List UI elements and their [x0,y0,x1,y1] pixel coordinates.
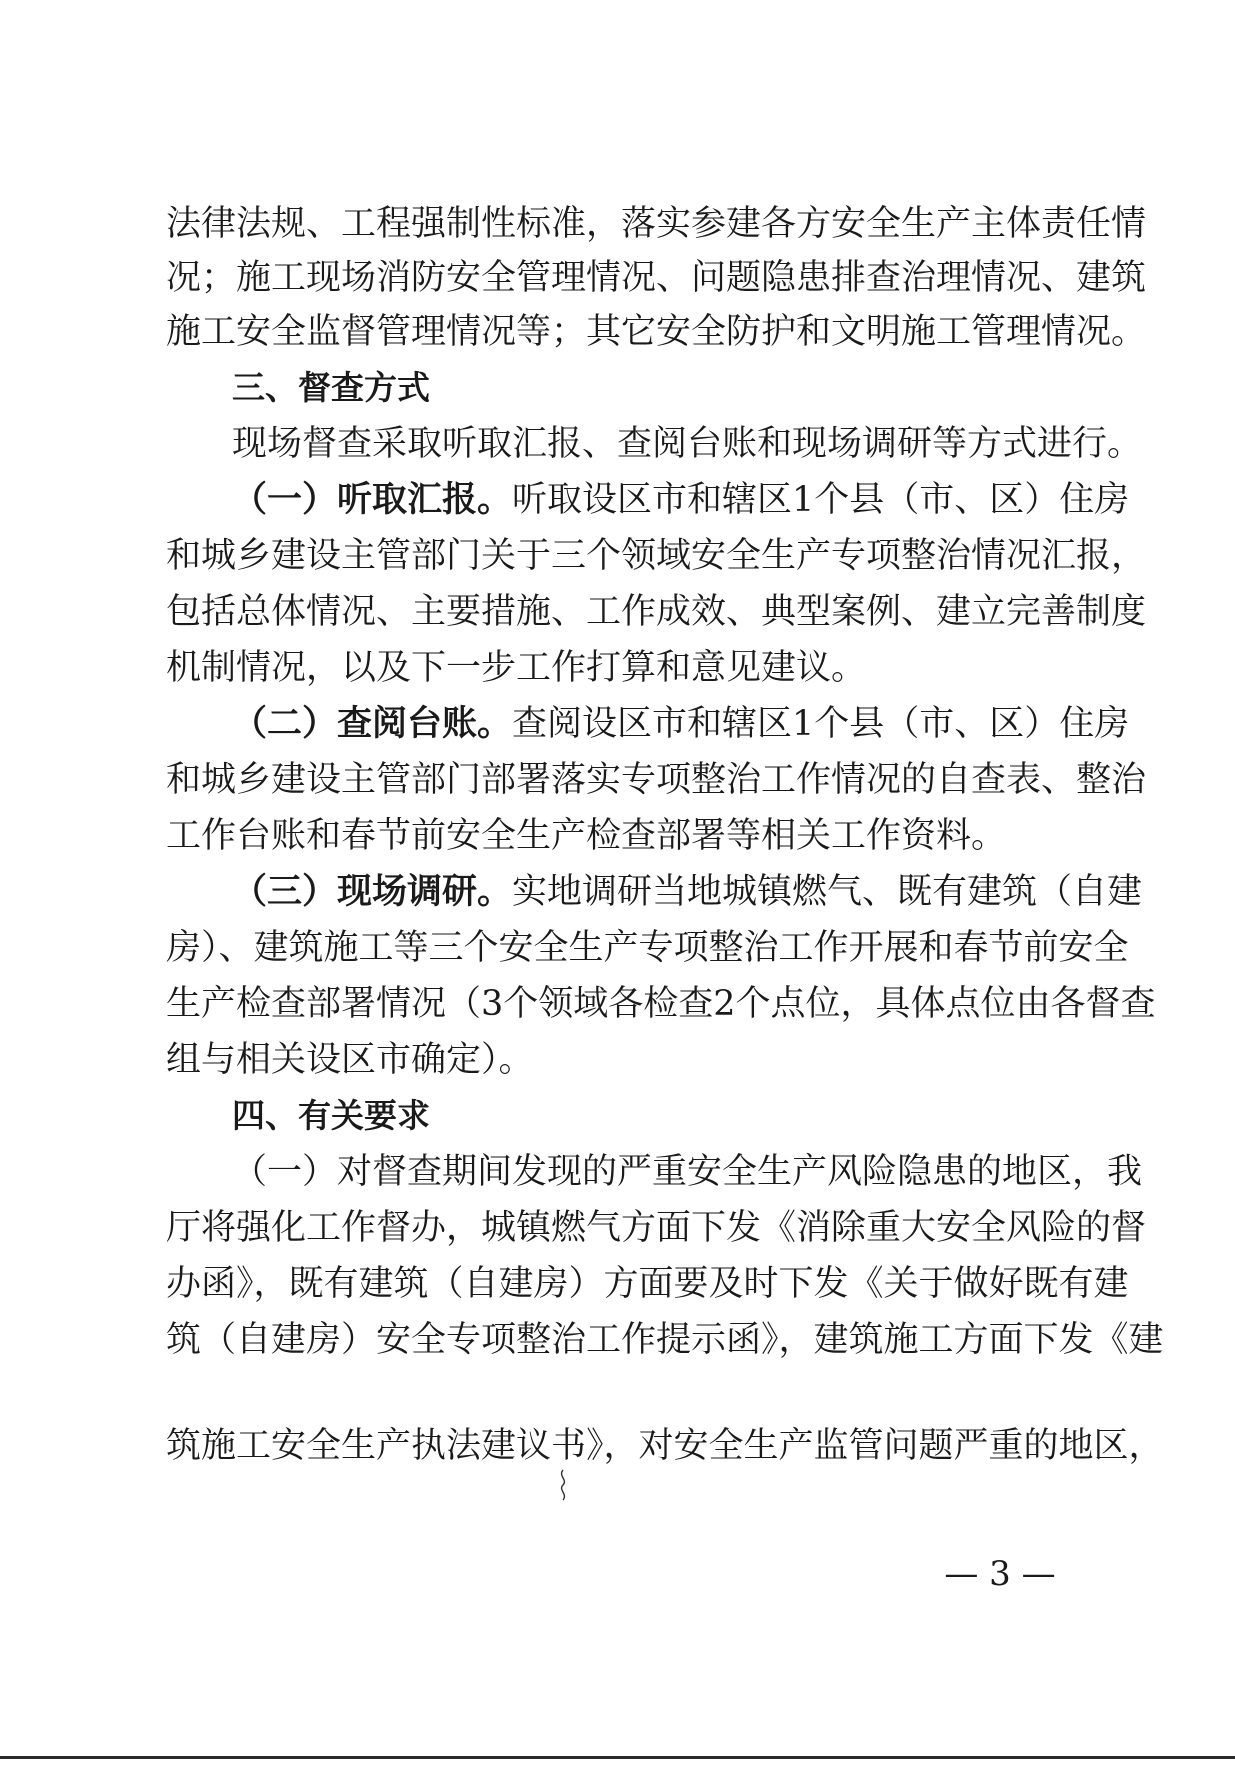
subheading-listen-report: （一）听取汇报。 [232,480,513,520]
body-text-fragment: 听取设区市和辖区1个县（市、区）住房 [512,480,1130,520]
body-text-line: 机制情况，以及下一步工作打算和意见建议。 [166,648,867,688]
body-text-line: 施工安全监督管理情况等；其它安全防护和文明施工管理情况。 [166,312,1147,352]
page-number: — 3 — [944,1554,1056,1594]
handwritten-insertion-mark [556,1469,570,1501]
subheading-site-survey: （三）现场调研。 [232,872,513,912]
body-text-line: 况；施工现场消防安全管理情况、问题隐患排查治理情况、建筑 [166,258,1147,298]
body-text-line: 包括总体情况、主要措施、工作成效、典型案例、建立完善制度 [166,592,1147,632]
section-heading-3: 三、督查方式 [232,368,430,407]
body-text-line: 生产检查部署情况（3个领域各检查2个点位，具体点位由各督查 [166,984,1156,1024]
body-text-line: 和城乡建设主管部门部署落实专项整治工作情况的自查表、整治 [166,760,1147,800]
subheading-review-ledger: （二）查阅台账。 [232,704,513,744]
paragraph-site-survey-first-line [232,866,1143,918]
body-text-line: 工作台账和春节前安全生产检查部署等相关工作资料。 [166,816,1007,856]
paragraph-review-ledger-first-line [232,698,1130,750]
body-text-line: 筑施工安全生产执法建议书》，对安全生产监管问题严重的地区， [166,1426,1164,1466]
body-text-fragment: 实地调研当地城镇燃气、既有建筑（自建 [512,872,1143,912]
section-heading-4: 四、有关要求 [232,1096,430,1135]
paragraph-listen-report-first-line [232,474,1130,526]
body-text-line: 办函》，既有建筑（自建房）方面要及时下发《关于做好既有建 [166,1264,1129,1304]
body-text-line: 房）、建筑施工等三个安全生产专项整治工作开展和春节前安全 [166,928,1129,968]
body-text-line: 和城乡建设主管部门关于三个领域安全生产专项整治情况汇报， [166,536,1147,576]
body-text-fragment: 查阅设区市和辖区1个县（市、区）住房 [512,704,1130,744]
body-text-line: （一）对督查期间发现的严重安全生产风险隐患的地区，我 [232,1152,1143,1192]
body-text-line: 筑（自建房）安全专项整治工作提示函》，建筑施工方面下发《建 [166,1320,1164,1360]
body-text-line: 组与相关设区市确定）。 [166,1040,534,1080]
body-text-line: 现场督查采取听取汇报、查阅台账和现场调研等方式进行。 [232,424,1143,464]
body-text-line: 法律法规、工程强制性标准，落实参建各方安全生产主体责任情 [166,204,1147,244]
body-text-line: 厅将强化工作督办，城镇燃气方面下发《消除重大安全风险的督 [166,1208,1147,1248]
bottom-edge-line [0,1756,1235,1759]
